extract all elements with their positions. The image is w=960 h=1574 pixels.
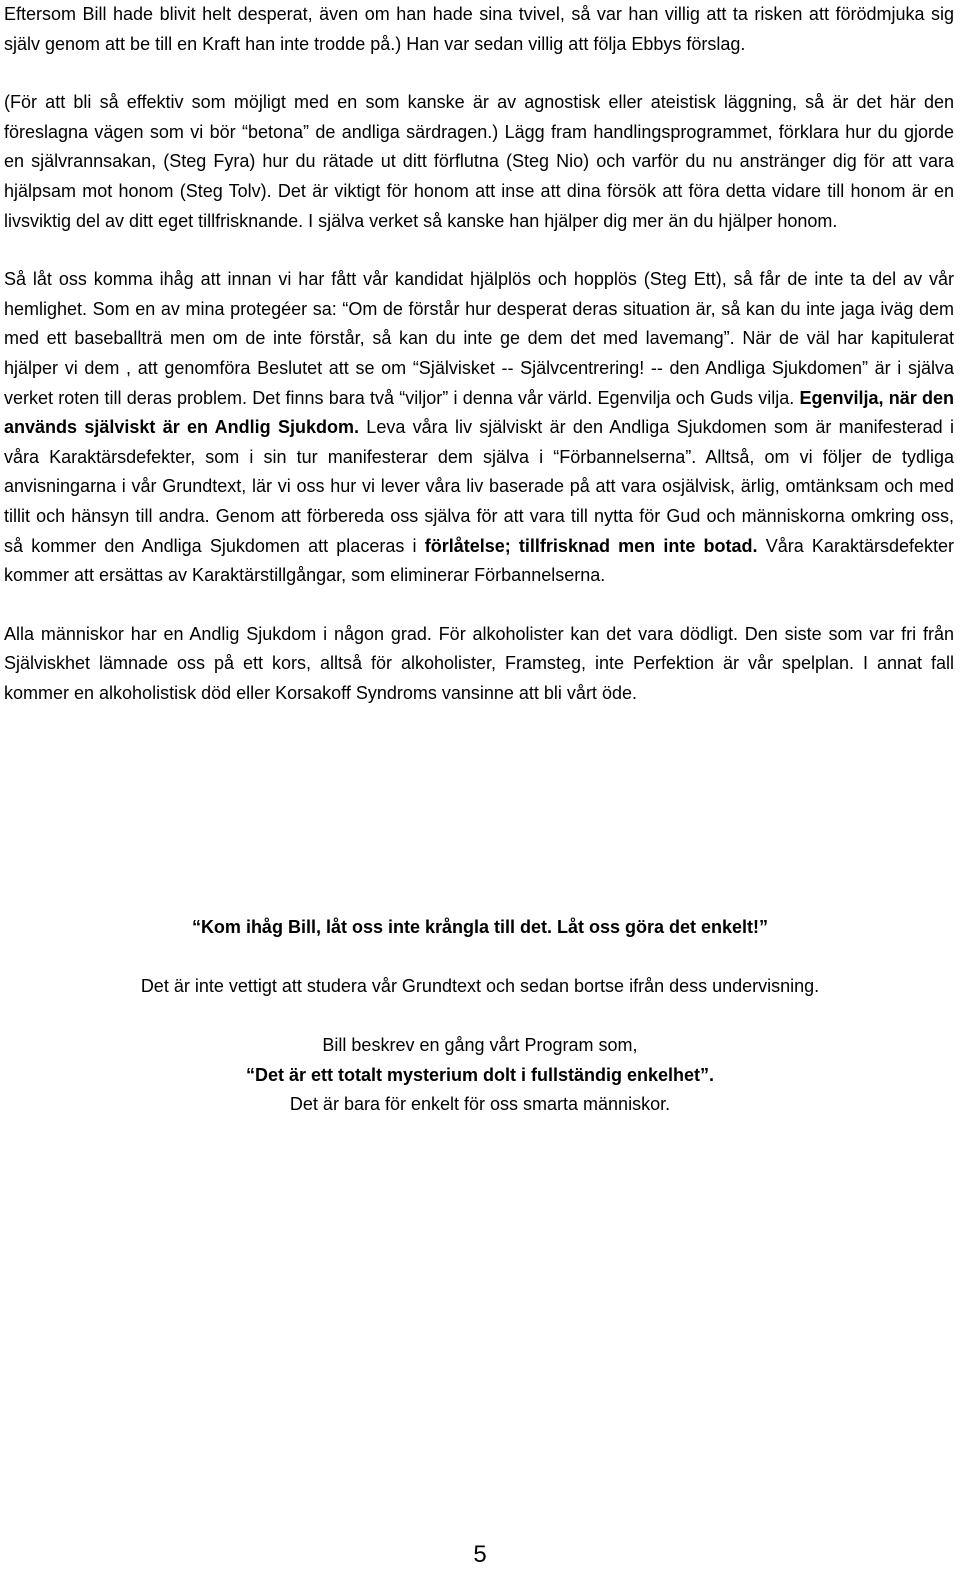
paragraph-3-bold-1: Egenvilja, när den används själviskt är en Andlig Sjukdom. [4, 387, 954, 438]
paragraph-1: Eftersom Bill hade blivit helt desperat, även om han hade sina tvivel, så var han villig att ta risken att förödmjuka sig själv genom att be till en Kraft han inte trodde på.) Han var sedan villig att följa Ebbys förslag. [4, 4, 954, 54]
paragraph-3 [4, 265, 954, 591]
closing-line-2: “Det är ett totalt mysterium dolt i fullständig enkelhet”. [245, 1064, 715, 1085]
paragraph-3-bold-2: förlåtelse; tillfrisknad men inte botad. [424, 535, 758, 556]
paragraph-3-text-1: Så låt oss komma ihåg att innan vi har fått vår kandidat hjälplös och hopplös (Steg Ett), så får de inte ta del av vår hemlighet. Som en av mina protegéer sa: “Om de förstår hur desperat deras situation är, så kan du inte jaga iväg dem med ett baseballträ men om de inte förstår, så kan du inte ge dem det med lavemang”. När de väl har kapitulerat hjälper vi dem , att genomföra Beslutet att se om “Självisket -- Självcentrering! -- den Andliga Sjukdomen” är i själva verket roten till deras problem. Det finns bara två “viljor” i denna vår värld. Egenvilja och Guds vilja. [4, 269, 954, 408]
paragraph-2: (För att bli så effektiv som möjligt med en som kanske är av agnostisk eller ateistisk läggning, så är det här den föreslagna vägen som vi bör “betona” de andliga särdragen.) Lägg fram handlingsprogrammet, förklara hur du gjorde en självrannsakan, (Steg Fyra) hur du rätade ut ditt förflutna (Steg Nio) och varför du nu anstränger dig för att vara hjälpsam mot honom (Steg Tolv). Det är viktigt för honom att inse att dina försök att föra detta vidare till honom är en livsviktig del av ditt eget tillfrisknande. I själva verket så kanske han hjälper dig mer än du hjälper honom. [4, 92, 954, 231]
paragraph-3-text-3: Våra Karaktärsdefekter kommer att ersättas av Karaktärstillgångar, som eliminerar Förbannelserna. [4, 535, 954, 586]
paragraph-3-text-2: Leva våra liv själviskt är den Andliga Sjukdomen som är manifesterad i våra Karaktärsdefekter, som i sin tur manifesterar dem själva i “Förbannelserna”. Alltså, om vi följer de tydliga anvisningarna i vår Grundtext, lär vi oss hur vi lever våra liv baserade på att vara osjälvisk, ärlig, omtänksam och med tillit och hänsyn till andra. Genom att förbereda oss själva för att vara till nytta för Gud och människorna omkring oss, så kommer den Andliga Sjukdomen att placeras i [4, 417, 955, 556]
closing-quote-block [0, 1031, 960, 1120]
study-note: Det är inte vettigt att studera vår Grundtext och sedan bortse ifrån dess undervisning. [140, 976, 820, 996]
motto-quote: “Kom ihåg Bill, låt oss inte krångla till det. Låt oss göra det enkelt!” [191, 917, 769, 937]
closing-line-3: Det är bara för enkelt för oss smarta människor. [289, 1094, 671, 1115]
paragraph-4: Alla människor har en Andlig Sjukdom i någon grad. För alkoholister kan det vara dödligt. Den siste som var fri från Själviskhet lämnade oss på ett kors, alltså för alkoholister, Framsteg, inte Perfektion är vår spelplan. I annat fall kommer en alkoholistisk död eller Korsakoff Syndroms vansinne att bli vårt öde. [4, 623, 954, 703]
page-number: 5 [473, 1541, 487, 1568]
document-body [4, 0, 954, 708]
closing-line-1: Bill beskrev en gång vårt Program som, [322, 1035, 638, 1055]
